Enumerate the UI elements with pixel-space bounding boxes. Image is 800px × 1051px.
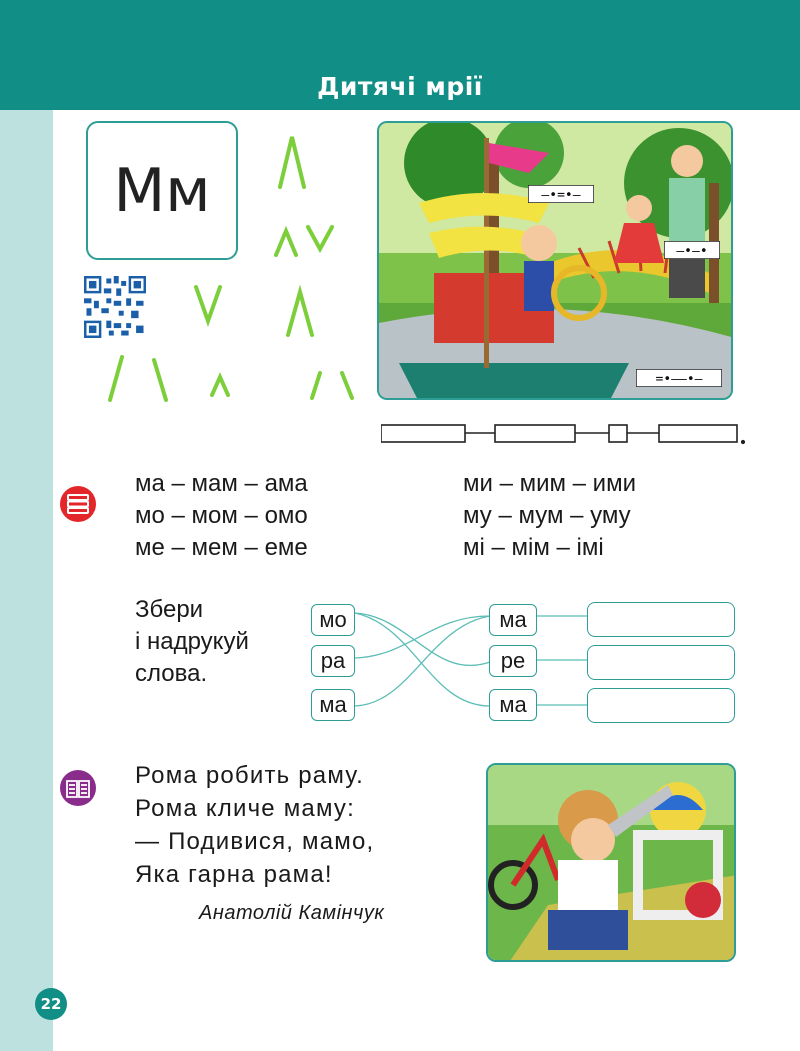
answer-field[interactable] (587, 645, 735, 680)
boy-drawing (488, 765, 736, 962)
sound-scheme-2-code: –•–• (676, 244, 708, 259)
poem-author: Анатолій Камінчук (199, 902, 385, 924)
poem-text (135, 759, 374, 891)
playground-scene-illustration (377, 121, 733, 400)
sound-scheme-3 (636, 369, 722, 387)
syllable-tile-right[interactable]: ма (489, 689, 537, 721)
left-margin-strip (0, 110, 53, 1051)
syllable-row: ма – мам – ама (135, 470, 308, 497)
sound-scheme-3-code: =•––•– (655, 372, 703, 387)
scene-drawing (379, 123, 733, 400)
poem-reading-icon (60, 770, 96, 806)
syllable-reading-icon (60, 486, 96, 522)
sentence-scheme (381, 420, 761, 450)
poem-line: Яка гарна рама! (135, 861, 333, 888)
syllable-tile-left[interactable]: ра (311, 645, 355, 677)
syllable-column-right (463, 468, 636, 564)
syllable-row: мі – мім – імі (463, 534, 604, 561)
word-task-instruction (135, 594, 249, 690)
sound-scheme-1 (528, 185, 594, 203)
poem-line: Рома кличе маму: (135, 795, 356, 822)
open-book-icon (60, 770, 96, 806)
sound-scheme-1-code: –•=•– (541, 188, 581, 203)
syllable-tile-right[interactable]: ма (489, 604, 537, 636)
syllable-column-left (135, 468, 308, 564)
syllable-tile-left[interactable]: ма (311, 689, 355, 721)
sound-scheme-2 (664, 241, 720, 259)
syllable-row: мо – мом – омо (135, 502, 308, 529)
stacked-books-icon (60, 486, 96, 522)
page-title: Дитячі мрії (317, 72, 483, 101)
letter-card: Мм (86, 121, 238, 260)
letter-element-strokes (100, 125, 370, 415)
answer-field[interactable] (587, 602, 735, 637)
syllable-row: му – мум – уму (463, 502, 631, 529)
syllable-row: ме – мем – еме (135, 534, 308, 561)
page-header (0, 0, 800, 110)
page-number-badge: 22 (35, 988, 67, 1020)
poem-line: — Подивися, мамо, (135, 828, 375, 855)
instruction-line: Збери (135, 596, 204, 623)
syllable-row: ми – мим – ими (463, 470, 636, 497)
instruction-line: і надрукуй (135, 628, 249, 655)
syllable-tile-left[interactable]: мо (311, 604, 355, 636)
poem-line: Рома робить раму. (135, 762, 364, 789)
boy-making-frame-illustration (486, 763, 736, 962)
instruction-line: слова. (135, 660, 208, 687)
syllable-tile-right[interactable]: ре (489, 645, 537, 677)
answer-field[interactable] (587, 688, 735, 723)
